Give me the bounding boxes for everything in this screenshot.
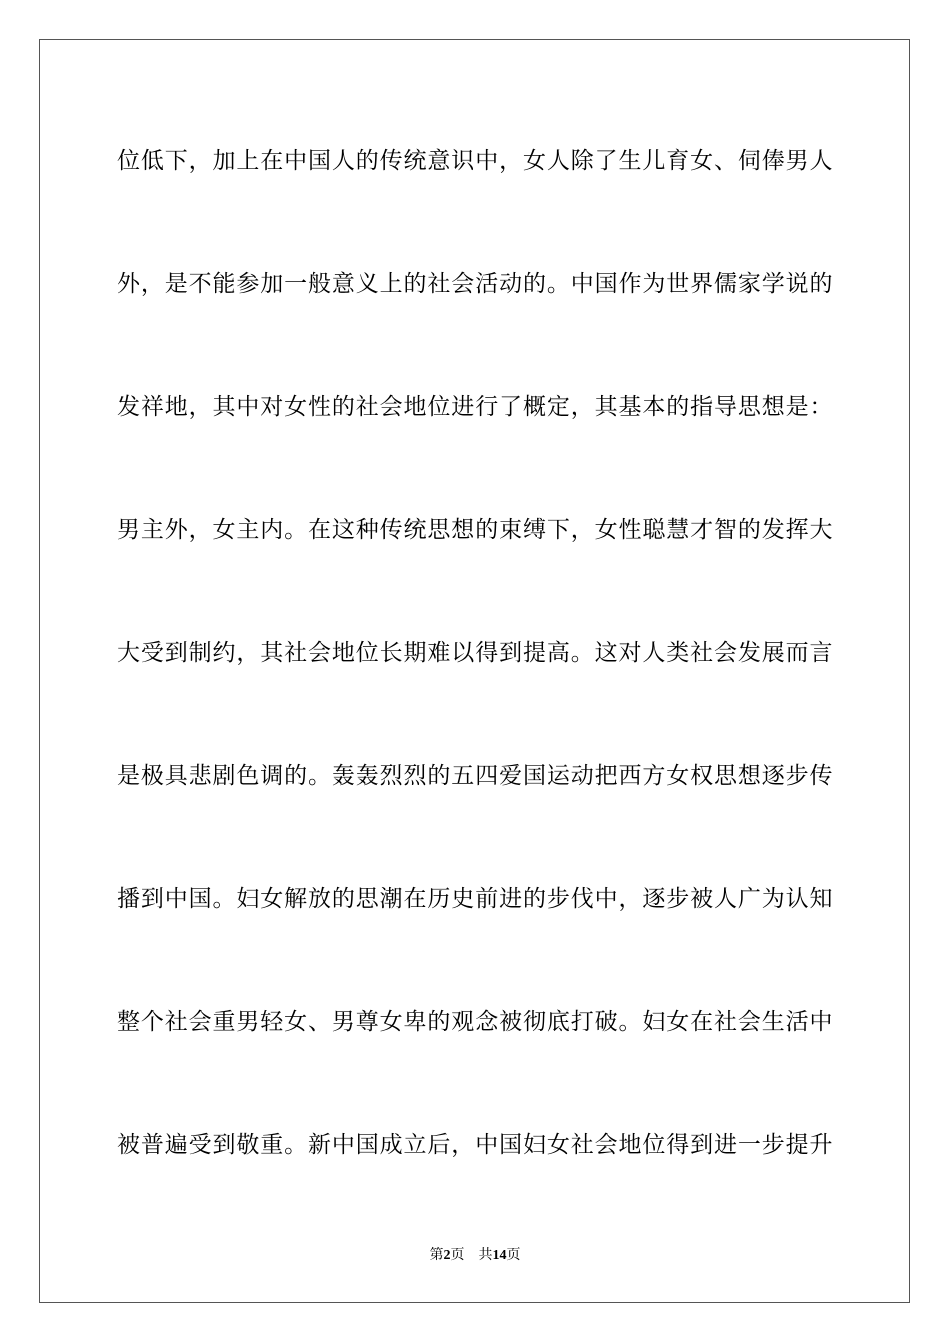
text-line: 是极具悲剧色调的。轰轰烈烈的五四爱国运动把西方女权思想逐步传: [117, 763, 833, 789]
total-suffix: 页: [506, 1248, 521, 1263]
total-pages: 14: [492, 1248, 507, 1263]
text-line: 发祥地，其中对女性的社会地位进行了概定，其基本的指导思想是：: [117, 394, 833, 420]
body-text: [117, 121, 833, 1228]
text-line: 位低下，加上在中国人的传统意识中，女人除了生儿育女、伺俸男人: [117, 148, 833, 174]
text-line: 男主外，女主内。在这种传统思想的束缚下，女性聪慧才智的发挥大: [117, 517, 833, 543]
page-footer: [0, 1246, 950, 1266]
page-number: 2: [443, 1248, 451, 1263]
text-line: 整个社会重男轻女、男尊女卑的观念被彻底打破。妇女在社会生活中: [117, 1009, 833, 1035]
total-prefix: 共: [478, 1248, 493, 1263]
page-prefix: 第: [429, 1248, 444, 1263]
text-line: 被普遍受到敬重。新中国成立后，中国妇女社会地位得到进一步提升: [117, 1132, 833, 1158]
page-suffix: 页: [450, 1248, 465, 1263]
text-line: 播到中国。妇女解放的思潮在历史前进的步伐中，逐步被人广为认知: [117, 886, 833, 912]
text-line: 大受到制约，其社会地位长期难以得到提高。这对人类社会发展而言: [117, 640, 833, 666]
text-line: 外，是不能参加一般意义上的社会活动的。中国作为世界儒家学说的: [117, 271, 833, 297]
